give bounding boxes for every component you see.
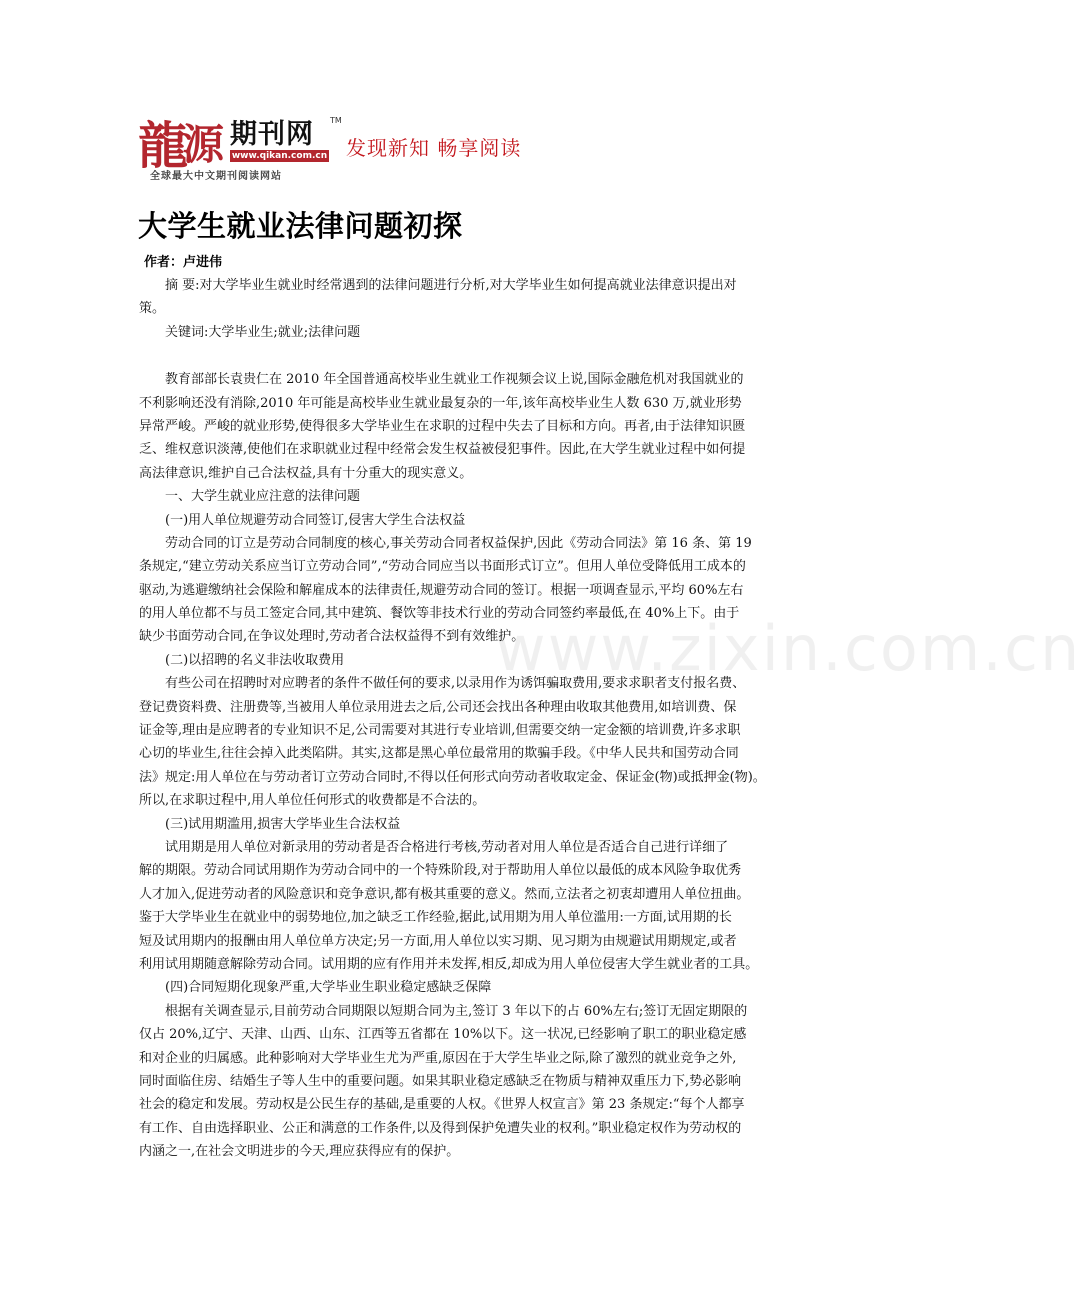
logo-tagline: 全球最大中文期刊阅读网站 [150,171,282,182]
logo-wordmark: 期刊网 [230,119,314,150]
paragraph-line: 试用期是用人单位对新录用的劳动者是否合格进行考核,劳动者对用人单位是否适合自己进行详细了 [165,839,729,855]
intro-line: 不利影响还没有消除,2010 年可能是高校毕业生就业最复杂的一年,该年高校毕业生人数 630 万,就业形势 [139,395,742,411]
paragraph-line: 的用人单位都不与员工签定合同,其中建筑、餐饮等非技术行业的劳动合同签约率最低,在 40%上下。由于 [139,606,740,622]
intro-line: 高法律意识,维护自己合法权益,具有十分重大的现实意义。 [139,465,473,481]
paragraph-line: 鉴于大学毕业生在就业中的弱势地位,加之缺乏工作经验,据此,试用期为用人单位滥用:一方面,试用期的长 [139,910,732,926]
abstract-line: 摘 要:对大学毕业生就业时经常遇到的法律问题进行分析,对大学毕业生如何提高就业法律意识提出对 [165,278,737,293]
subsection-heading: (四)合同短期化现象严重,大学毕业生职业稳定感缺乏保障 [165,980,492,996]
paragraph-line: 证金等,理由是应聘者的专业知识不足,公司需要对其进行专业培训,但需要交纳一定金额的培训费,许多求职 [139,723,741,739]
intro-line: 教育部部长袁贵仁在 2010 年全国普通高校毕业生就业工作视频会议上说,国际金融危机对我国就业的 [165,372,744,388]
article-body [139,274,789,1163]
paragraph-line: 法》规定:用人单位在与劳动者订立劳动合同时,不得以任何形式向劳动者收取定金、保证金(物)或抵押金(物)。 [139,769,766,785]
article-author: 作者：卢进伟 [144,255,223,270]
paragraph-line: 劳动合同的订立是劳动合同制度的核心,事关劳动合同者权益保护,因此《劳动合同法》第 16 条、第 19 [165,535,752,551]
paragraph-line: 社会的稳定和发展。劳动权是公民生存的基础,是重要的人权。《世界人权宣言》第 23 条规定:“每个人都享 [139,1097,745,1113]
subsection-heading: (二)以招聘的名义非法收取费用 [165,652,345,668]
keywords: 关键词:大学毕业生;就业;法律问题 [165,324,361,340]
logo-url-badge: www.qikan.com.cn [231,151,328,161]
paragraph-line: 心切的毕业生,往往会掉入此类陷阱。其实,这都是黑心单位最常用的欺骗手段。《中华人民共和国劳动合同 [139,746,739,762]
subsection-heading: (一)用人单位规避劳动合同签订,侵害大学生合法权益 [165,512,466,528]
logo-char-long: 龍 [138,116,188,175]
paragraph-line: 同时面临住房、结婚生子等人生中的重要问题。如果其职业稳定感缺乏在物质与精神双重压力下,势必影响 [139,1073,742,1089]
paragraph-line: 和对企业的归属感。此种影响对大学毕业生尤为严重,原因在于大学生毕业之际,除了激烈的就业竞争之外, [139,1050,737,1066]
article-title: 大学生就业法律问题初探 [138,209,463,243]
watermark: www.zixin.com.cn [495,612,1081,685]
abstract-line: 策。 [139,301,166,317]
paragraph-line: 人才加入,促进劳动者的风险意识和竞争意识,都有极其重要的意义。然而,立法者之初衷却遭用人单位扭曲。 [139,886,750,902]
section-heading: 一、大学生就业应注意的法律问题 [165,489,361,505]
paragraph-line: 利用试用期随意解除劳动合同。试用期的应有作用并未发挥,相反,却成为用人单位侵害大学生就业者的工具。 [139,956,759,972]
paragraph-line: 条规定,“建立劳动关系应当订立劳动合同”,“劳动合同应当以书面形式订立”。但用人单位受降低用工成本的 [139,559,746,575]
logo-char-yuan: 源 [182,120,225,169]
paragraph-gap [139,344,789,368]
logo-trademark: TM [330,116,342,125]
paragraph-line: 短及试用期内的报酬由用人单位单方决定;另一方面,用人单位以实习期、见习期为由规避试用期规定,或者 [139,933,737,949]
intro-line: 乏、维权意识淡薄,使他们在求职就业过程中经常会发生权益被侵犯事件。因此,在大学生就业过程中如何提 [139,442,746,458]
paragraph-line: 内涵之一,在社会文明进步的今天,理应获得应有的保护。 [139,1144,460,1160]
qikan-logo[interactable] [138,108,558,186]
paragraph-line: 驱动,为逃避缴纳社会保险和解雇成本的法律责任,规避劳动合同的签订。根据一项调查显示,平均 60%左右 [139,582,744,598]
subsection-heading: (三)试用期滥用,损害大学毕业生合法权益 [165,816,401,832]
paragraph-line: 仅占 20%,辽宁、天津、山西、山东、江西等五省都在 10%以下。这一状况,已经影响了职工的职业稳定感 [139,1027,747,1043]
paragraph-line: 缺少书面劳动合同,在争议处理时,劳动者合法权益得不到有效维护。 [139,629,525,645]
paragraph-line: 有工作、自由选择职业、公正和满意的工作条件,以及得到保护免遭失业的权利。”职业稳定权作为劳动权的 [139,1120,742,1136]
site-slogan: 发现新知 畅享阅读 [346,136,522,160]
intro-line: 异常严峻。严峻的就业形势,使得很多大学毕业生在求职的过程中失去了目标和方向。再者,由于法律知识匮 [139,418,746,434]
paragraph-line: 有些公司在招聘时对应聘者的条件不做任何的要求,以录用作为诱饵骗取费用,要求求职者支付报名费、 [165,676,746,692]
paragraph-line: 解的期限。劳动合同试用期作为劳动合同中的一个特殊阶段,对于帮助用人单位以最低的成本风险争取优秀 [139,863,742,879]
paragraph-line: 登记费资料费、注册费等,当被用人单位录用进去之后,公司还会找出各种理由收取其他费用,如培训费、保 [139,699,737,715]
paragraph-line: 所以,在求职过程中,用人单位任何形式的收费都是不合法的。 [139,793,486,809]
paragraph-line: 根据有关调查显示,目前劳动合同期限以短期合同为主,签订 3 年以下的占 60%左右;签订无固定期限的 [165,1003,748,1019]
